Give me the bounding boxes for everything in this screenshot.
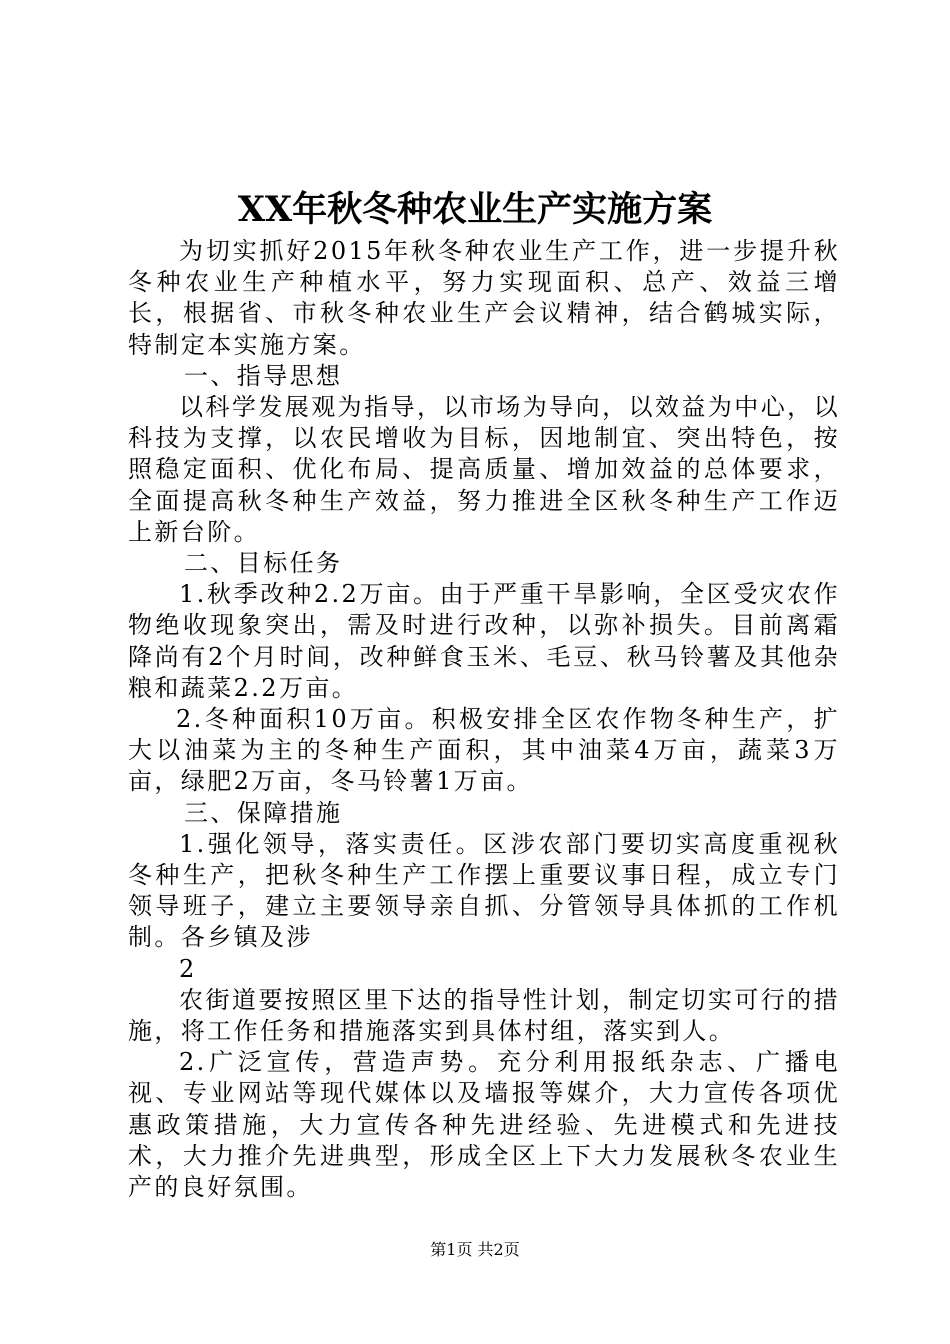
section-heading-measures: 三、保障措施 — [184, 798, 343, 827]
document-title: XX年秋冬种农业生产实施方案 — [237, 189, 713, 230]
section-heading-targets: 二、目标任务 — [184, 549, 343, 578]
guiding-ideology-paragraph: 以科学发展观为指导，以市场为导向，以效益为中心，以科技为支撑，以农民增收为目标，因地制宜、突出特色，按照稳定面积、优化布局、提高质量、增加效益的总体要求，全面提高秋冬种生产效益，努力推进全区秋冬种生产工作迈上新台阶。 — [128, 393, 840, 546]
measure-item-2: 2.广泛宣传，营造声势。充分利用报纸杂志、广播电视、专业网站等现代媒体以及墙报等媒介，大力宣传各项优惠政策措施，大力宣传各种先进经验、先进模式和先进技术，大力推介先进典型，形成全区上下大力发展秋冬农业生产的良好氛围。 — [128, 1048, 840, 1202]
measure-item-1-continued: 农街道要按照区里下达的指导性计划，制定切实可行的措施，将工作任务和措施落实到具体村组，落实到人。 — [128, 985, 840, 1046]
intro-paragraph: 为切实抓好2015年秋冬种农业生产工作，进一步提升秋冬种农业生产种植水平，努力实现面积、总产、效益三增长，根据省、市秋冬种农业生产会议精神，结合鹤城实际，特制定本实施方案。 — [128, 237, 840, 359]
inline-page-number: 2 — [179, 954, 197, 983]
target-item-2: 2.冬种面积10万亩。积极安排全区农作物冬种生产，扩大以油菜为主的冬种生产面积，其中油菜4万亩，蔬菜3万亩，绿肥2万亩，冬马铃薯1万亩。 — [128, 705, 840, 796]
target-item-1: 1.秋季改种2.2万亩。由于严重干旱影响，全区受灾农作物绝收现象突出，需及时进行改种，以弥补损失。目前离霜降尚有2个月时间，改种鲜食玉米、毛豆、秋马铃薯及其他杂粮和蔬菜2.2万亩。 — [128, 580, 840, 702]
page-footer: 第1页 共2页 — [430, 1240, 520, 1259]
section-heading-guiding-ideology: 一、指导思想 — [184, 361, 343, 390]
document-body — [128, 236, 840, 1203]
measure-item-1: 1.强化领导，落实责任。区涉农部门要切实高度重视秋冬种生产，把秋冬种生产工作摆上重要议事日程，成立专门领导班子，建立主要领导亲自抓、分管领导具体抓的工作机制。各乡镇及涉 — [128, 829, 840, 952]
